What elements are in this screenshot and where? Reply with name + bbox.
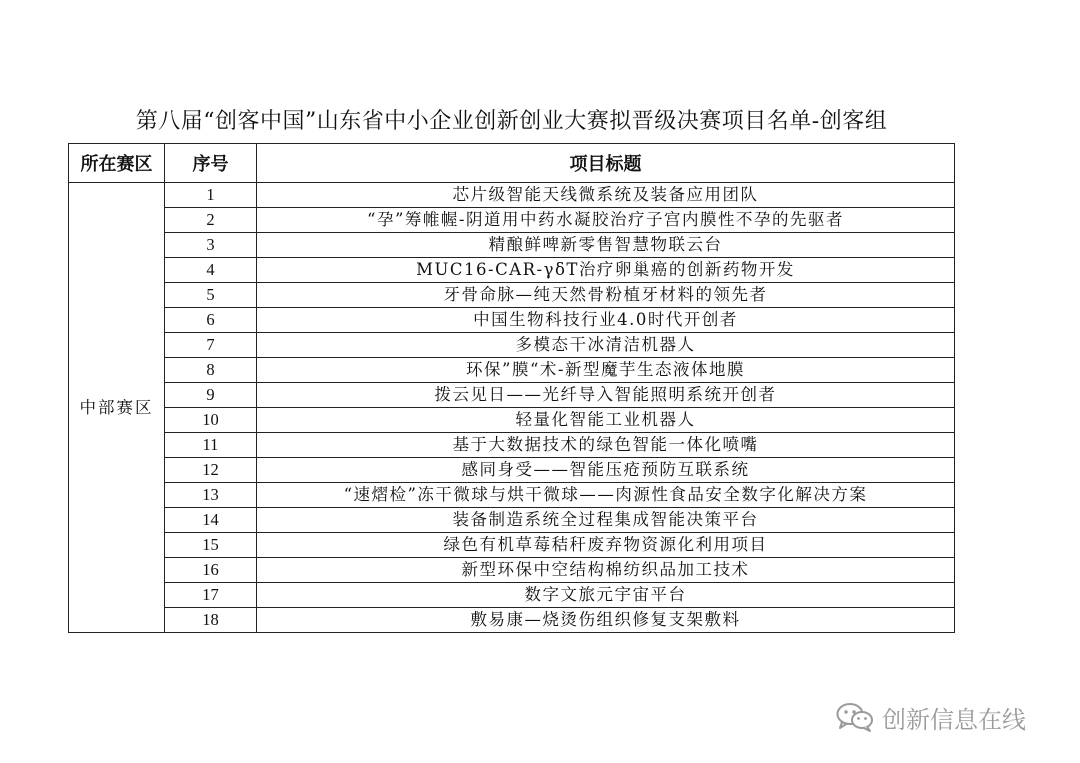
table-row: [69, 583, 955, 608]
header-region: 所在赛区: [69, 144, 165, 183]
table-row: [69, 333, 955, 358]
project-title: 新型环保中空结构棉纺织品加工技术: [257, 558, 955, 583]
document-title: 第八届“创客中国”山东省中小企业创新创业大赛拟晋级决赛项目名单-创客组: [135, 109, 888, 134]
row-number: 2: [165, 208, 257, 233]
row-number: 13: [165, 483, 257, 508]
project-title: 基于大数据技术的绿色智能一体化喷嘴: [257, 433, 955, 458]
row-number: 9: [165, 383, 257, 408]
watermark-text: 创新信息在线: [882, 705, 1026, 734]
header-project-title: 项目标题: [257, 144, 955, 183]
project-title: 装备制造系统全过程集成智能决策平台: [257, 508, 955, 533]
table-row: [69, 433, 955, 458]
row-number: 1: [165, 183, 257, 208]
project-title: 多模态干冰清洁机器人: [257, 333, 955, 358]
project-title: 感同身受——智能压疮预防互联系统: [257, 458, 955, 483]
row-number: 16: [165, 558, 257, 583]
row-number: 12: [165, 458, 257, 483]
watermark: [836, 697, 1026, 737]
row-number: 7: [165, 333, 257, 358]
table-row: [69, 358, 955, 383]
table-row: [69, 233, 955, 258]
row-number: 5: [165, 283, 257, 308]
row-number: 8: [165, 358, 257, 383]
row-number: 17: [165, 583, 257, 608]
project-title: 芯片级智能天线微系统及装备应用团队: [257, 183, 955, 208]
row-number: 15: [165, 533, 257, 558]
row-number: 3: [165, 233, 257, 258]
project-title: 绿色有机草莓秸秆废弃物资源化利用项目: [257, 533, 955, 558]
row-number: 4: [165, 258, 257, 283]
row-number: 11: [165, 433, 257, 458]
project-title: “速熠检”冻干微球与烘干微球——肉源性食品安全数字化解决方案: [257, 483, 955, 508]
project-title: 环保”膜“术-新型魔芋生态液体地膜: [257, 358, 955, 383]
table-row: [69, 458, 955, 483]
table-row: [69, 508, 955, 533]
table-row: [69, 258, 955, 283]
table-row: [69, 483, 955, 508]
table-row: [69, 533, 955, 558]
row-number: 18: [165, 608, 257, 633]
project-title: 精酿鲜啤新零售智慧物联云台: [257, 233, 955, 258]
row-number: 10: [165, 408, 257, 433]
table-row: [69, 183, 955, 208]
table-row: [69, 608, 955, 633]
row-number: 14: [165, 508, 257, 533]
table-body: [69, 183, 955, 633]
table-header-row: [69, 144, 955, 183]
region-cell: 中部赛区: [69, 183, 165, 633]
project-table: [68, 143, 955, 633]
row-number: 6: [165, 308, 257, 333]
table-row: [69, 408, 955, 433]
project-title: MUC16-CAR-γδT治疗卵巢癌的创新药物开发: [257, 258, 955, 283]
wechat-icon: [836, 702, 874, 732]
project-title: 牙骨命脉—纯天然骨粉植牙材料的领先者: [257, 283, 955, 308]
project-title: 拨云见日——光纤导入智能照明系统开创者: [257, 383, 955, 408]
table-row: [69, 308, 955, 333]
project-title: 中国生物科技行业4.0时代开创者: [257, 308, 955, 333]
project-title: 敷易康—烧烫伤组织修复支架敷料: [257, 608, 955, 633]
table-row: [69, 283, 955, 308]
table-row: [69, 208, 955, 233]
table-row: [69, 558, 955, 583]
project-title: 轻量化智能工业机器人: [257, 408, 955, 433]
table-row: [69, 383, 955, 408]
header-number: 序号: [165, 144, 257, 183]
project-title: 数字文旅元宇宙平台: [257, 583, 955, 608]
project-title: “孕”筹帷幄-阴道用中药水凝胶治疗子宫内膜性不孕的先驱者: [257, 208, 955, 233]
